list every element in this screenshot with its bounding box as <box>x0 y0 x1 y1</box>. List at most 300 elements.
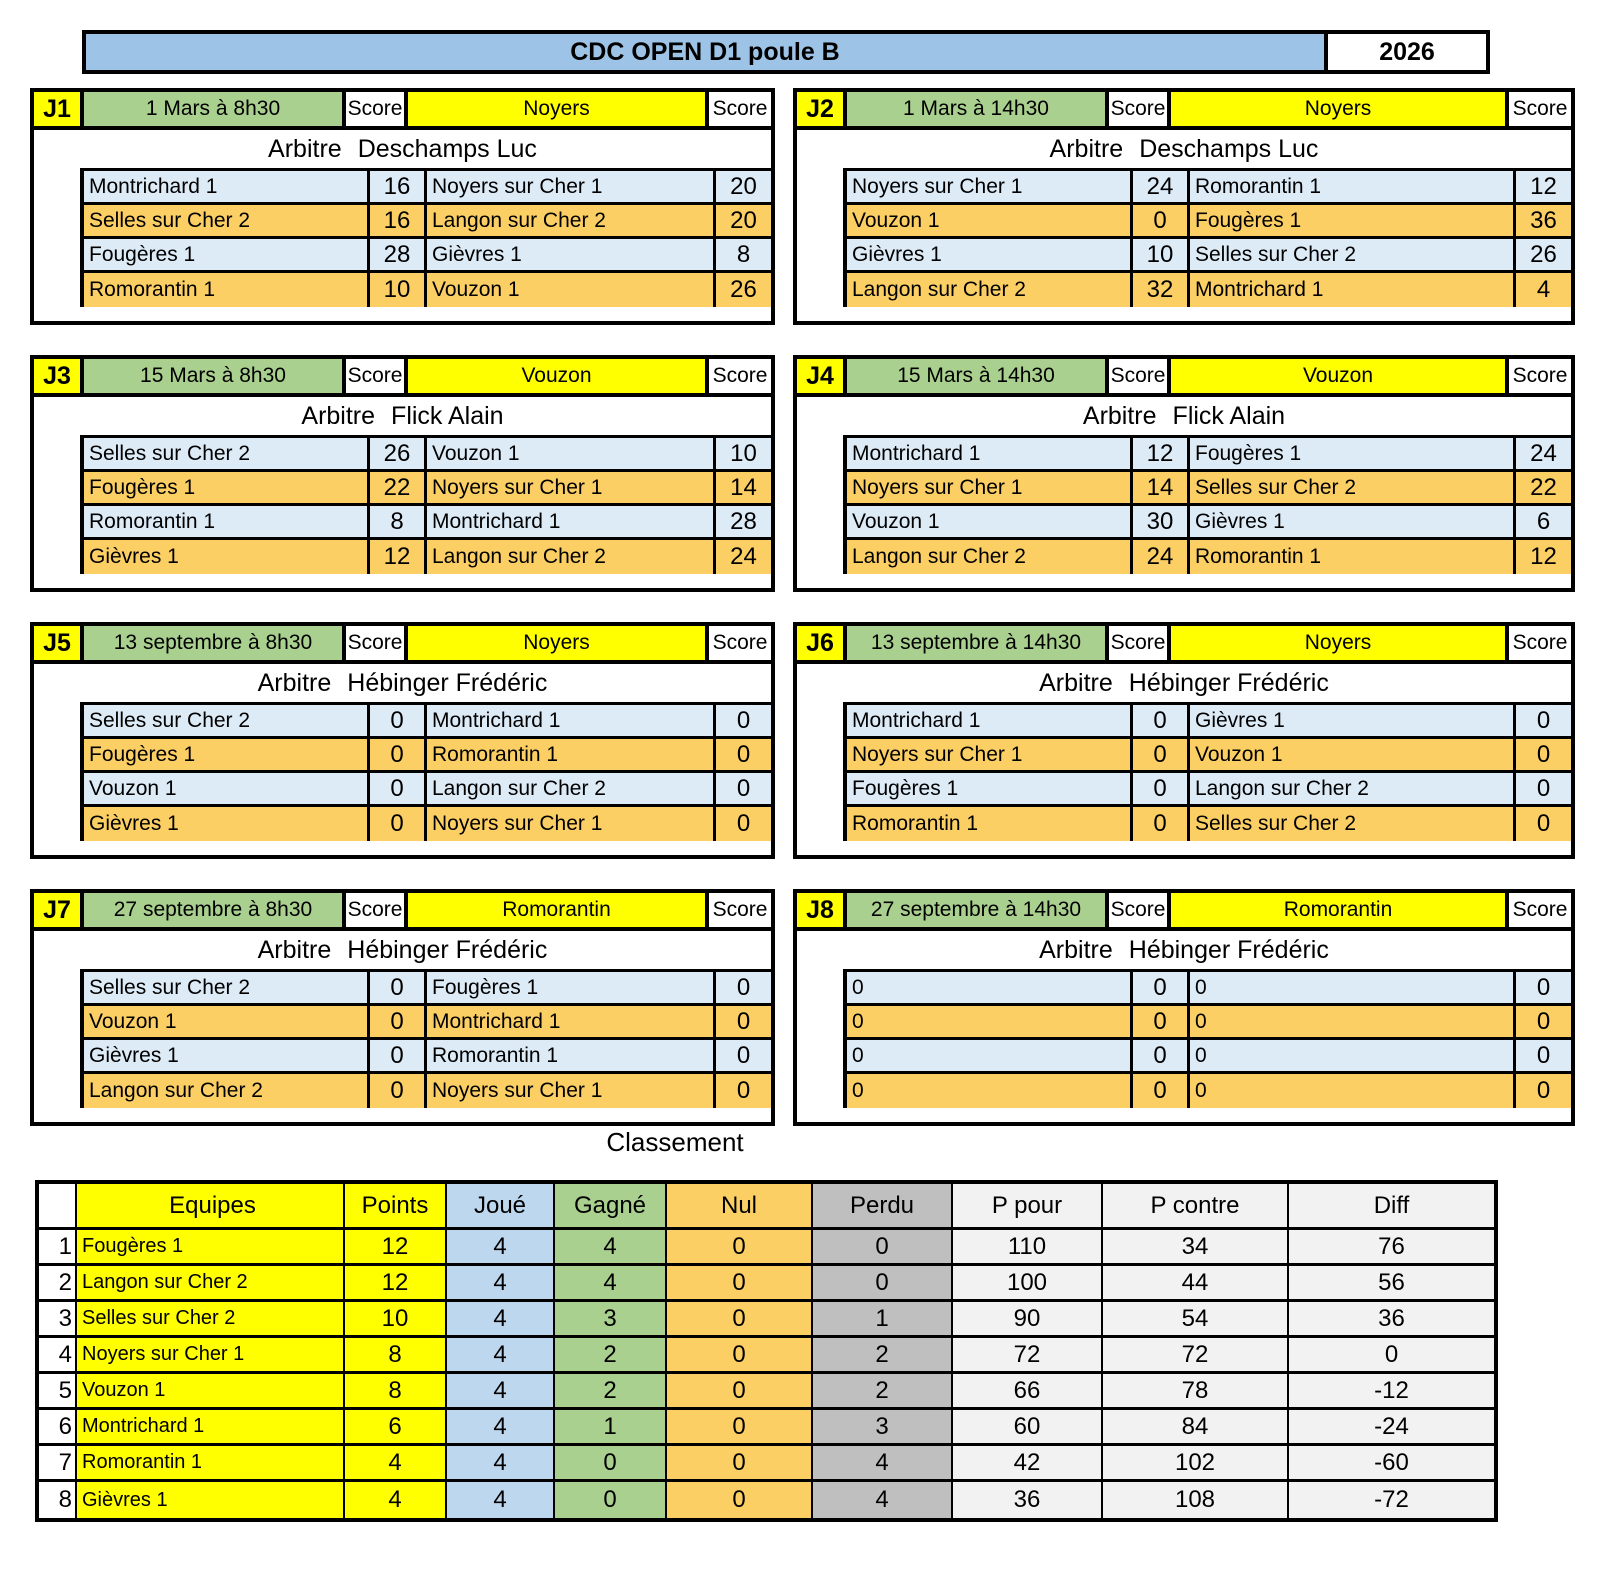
team-diff: -72 <box>1287 1482 1494 1518</box>
score-header-left: Score <box>1109 92 1171 126</box>
journee-venue: Vouzon <box>1171 359 1509 393</box>
team2-name: Noyers sur Cher 1 <box>432 1079 603 1102</box>
team2-score: 0 <box>713 773 771 804</box>
journee-date: 15 Mars à 14h30 <box>847 359 1109 393</box>
team-rank: 5 <box>39 1374 75 1407</box>
arbitre-name: Flick Alain <box>391 401 504 430</box>
team2-name: Fougères 1 <box>1195 208 1302 232</box>
team-nul: 0 <box>665 1302 811 1335</box>
team-p-contre: 34 <box>1101 1230 1287 1263</box>
journee-block <box>793 622 1575 859</box>
team1-name: Fougères 1 <box>89 475 196 499</box>
gagne-column-header: Gagné <box>553 1184 665 1227</box>
team-nul: 0 <box>665 1266 811 1299</box>
team1-name: Gièvres 1 <box>89 812 179 835</box>
arbitre-label: Arbitre <box>268 134 342 163</box>
team-diff: 36 <box>1287 1302 1494 1335</box>
team2-name: Montrichard 1 <box>432 708 561 732</box>
team1-name: Gièvres 1 <box>852 242 942 266</box>
match-row <box>847 773 1571 807</box>
match-row <box>847 1040 1571 1074</box>
team-name: Selles sur Cher 2 <box>75 1302 343 1335</box>
team2-name: Romorantin 1 <box>432 742 559 766</box>
arbitre-row <box>797 397 1571 435</box>
team-diff: 56 <box>1287 1266 1494 1299</box>
team2-name: Vouzon 1 <box>432 441 520 465</box>
journee-venue: Noyers <box>1171 626 1509 660</box>
match-row <box>84 171 771 205</box>
team1-score: 0 <box>1130 807 1190 841</box>
team1-score: 0 <box>367 1040 427 1071</box>
team-perdu: 2 <box>811 1374 951 1407</box>
team-gagne: 3 <box>553 1302 665 1335</box>
team2-name: Gièvres 1 <box>1195 708 1285 732</box>
team2-name: Noyers sur Cher 1 <box>432 174 603 198</box>
team1-score: 16 <box>367 205 427 236</box>
team1-score: 0 <box>367 739 427 770</box>
team1-score: 0 <box>367 807 427 841</box>
match-row <box>84 1040 771 1074</box>
match-row <box>84 540 771 574</box>
arbitre-name: Deschamps Luc <box>357 134 537 163</box>
team1-name: Montrichard 1 <box>852 708 981 732</box>
arbitre-name: Hébinger Frédéric <box>1128 668 1329 697</box>
team-points: 4 <box>343 1446 445 1479</box>
journee-date: 13 septembre à 14h30 <box>847 626 1109 660</box>
team2-name: 0 <box>1195 1043 1207 1067</box>
team-points: 12 <box>343 1266 445 1299</box>
team1-name: Romorantin 1 <box>89 278 216 301</box>
team-name: Langon sur Cher 2 <box>75 1266 343 1299</box>
team2-name: Romorantin 1 <box>1195 174 1322 198</box>
team-perdu: 0 <box>811 1266 951 1299</box>
team-diff: -24 <box>1287 1410 1494 1443</box>
team2-name: Montrichard 1 <box>432 1009 561 1033</box>
team-p-pour: 36 <box>951 1482 1101 1518</box>
team1-score: 0 <box>1130 205 1190 236</box>
journee-venue: Romorantin <box>408 893 709 927</box>
journee-header <box>34 92 771 130</box>
team-points: 8 <box>343 1338 445 1371</box>
team-joue: 4 <box>445 1266 553 1299</box>
match-row <box>84 239 771 273</box>
arbitre-name: Hébinger Frédéric <box>347 668 548 697</box>
team1-name: Gièvres 1 <box>89 545 179 568</box>
arbitre-row <box>34 397 771 435</box>
team2-name: Gièvres 1 <box>1195 509 1285 533</box>
match-row <box>847 739 1571 773</box>
team2-score: 0 <box>1513 1040 1571 1071</box>
team-nul: 0 <box>665 1230 811 1263</box>
team1-score: 0 <box>1130 1074 1190 1108</box>
match-table <box>843 435 1571 574</box>
team-rank: 8 <box>39 1482 75 1518</box>
joue-column-header: Joué <box>445 1184 553 1227</box>
team2-name: 0 <box>1195 975 1207 999</box>
team1-name: Selles sur Cher 2 <box>89 975 251 999</box>
team-points: 12 <box>343 1230 445 1263</box>
team2-name: Noyers sur Cher 1 <box>432 812 603 835</box>
team1-score: 22 <box>367 472 427 503</box>
arbitre-row <box>34 931 771 969</box>
team-perdu: 0 <box>811 1230 951 1263</box>
journee-date: 13 septembre à 8h30 <box>84 626 346 660</box>
match-row <box>847 239 1571 273</box>
team2-score: 12 <box>1513 171 1571 202</box>
team2-score: 0 <box>713 1040 771 1071</box>
team-diff: 0 <box>1287 1338 1494 1371</box>
journee-header <box>34 893 771 931</box>
score-header-left: Score <box>346 626 408 660</box>
team1-score: 0 <box>367 1074 427 1108</box>
team-points: 8 <box>343 1374 445 1407</box>
team1-name: Vouzon 1 <box>89 1009 177 1033</box>
journee-label: J4 <box>797 359 847 393</box>
team1-score: 0 <box>1130 972 1190 1003</box>
team2-name: Gièvres 1 <box>432 242 522 266</box>
team-perdu: 3 <box>811 1410 951 1443</box>
team-nul: 0 <box>665 1410 811 1443</box>
competition-title: CDC OPEN D1 poule B <box>86 34 1324 70</box>
team2-score: 0 <box>1513 773 1571 804</box>
team-p-contre: 102 <box>1101 1446 1287 1479</box>
team-points: 4 <box>343 1482 445 1518</box>
journee-header <box>797 92 1571 130</box>
team-diff: -12 <box>1287 1374 1494 1407</box>
team-diff: 76 <box>1287 1230 1494 1263</box>
team1-name: 0 <box>852 975 864 999</box>
team-joue: 4 <box>445 1482 553 1518</box>
nul-column-header: Nul <box>665 1184 811 1227</box>
match-row <box>84 205 771 239</box>
journee-block <box>30 88 775 325</box>
team1-name: Selles sur Cher 2 <box>89 208 251 232</box>
team2-score: 0 <box>713 1074 771 1108</box>
arbitre-name: Deschamps Luc <box>1139 134 1319 163</box>
team2-name: Langon sur Cher 2 <box>432 208 606 232</box>
classement-header-row <box>39 1184 1494 1230</box>
match-row <box>847 438 1571 472</box>
team2-score: 36 <box>1513 205 1571 236</box>
classement-row <box>39 1374 1494 1410</box>
team-gagne: 2 <box>553 1374 665 1407</box>
team2-score: 24 <box>713 540 771 574</box>
score-header-right: Score <box>709 359 771 393</box>
journee-header <box>34 359 771 397</box>
team2-name: Selles sur Cher 2 <box>1195 812 1357 835</box>
team-perdu: 4 <box>811 1446 951 1479</box>
p-pour-column-header: P pour <box>951 1184 1101 1227</box>
journee-venue: Romorantin <box>1171 893 1509 927</box>
team2-score: 0 <box>1513 1074 1571 1108</box>
team2-score: 20 <box>713 171 771 202</box>
team1-name: Fougères 1 <box>89 242 196 266</box>
team2-name: Langon sur Cher 2 <box>1195 776 1369 800</box>
team-p-contre: 108 <box>1101 1482 1287 1518</box>
team2-name: Romorantin 1 <box>432 1043 559 1067</box>
team1-name: Selles sur Cher 2 <box>89 708 251 732</box>
team1-score: 24 <box>1130 171 1190 202</box>
journee-block <box>793 355 1575 592</box>
team-rank: 7 <box>39 1446 75 1479</box>
team-name: Fougères 1 <box>75 1230 343 1263</box>
team2-name: Selles sur Cher 2 <box>1195 242 1357 266</box>
score-header-left: Score <box>346 893 408 927</box>
team1-name: Fougères 1 <box>89 742 196 766</box>
team1-score: 0 <box>1130 739 1190 770</box>
journee-date: 27 septembre à 14h30 <box>847 893 1109 927</box>
journee-block <box>793 88 1575 325</box>
team-joue: 4 <box>445 1446 553 1479</box>
team1-name: Noyers sur Cher 1 <box>852 742 1023 766</box>
journee-block <box>30 622 775 859</box>
team2-score: 0 <box>1513 807 1571 841</box>
classement-row <box>39 1446 1494 1482</box>
team2-name: Vouzon 1 <box>1195 742 1283 766</box>
journee-label: J3 <box>34 359 84 393</box>
arbitre-name: Hébinger Frédéric <box>347 935 548 964</box>
team-joue: 4 <box>445 1374 553 1407</box>
arbitre-label: Arbitre <box>257 935 332 964</box>
team-nul: 0 <box>665 1338 811 1371</box>
team1-score: 0 <box>1130 705 1190 736</box>
team1-name: Langon sur Cher 2 <box>852 278 1026 301</box>
match-row <box>847 1074 1571 1108</box>
classement-row <box>39 1410 1494 1446</box>
team-rank: 6 <box>39 1410 75 1443</box>
team2-name: Montrichard 1 <box>432 509 561 533</box>
team2-score: 22 <box>1513 472 1571 503</box>
match-table <box>843 168 1571 307</box>
match-row <box>847 1006 1571 1040</box>
match-row <box>84 273 771 307</box>
match-row <box>847 273 1571 307</box>
match-row <box>84 807 771 841</box>
team-p-pour: 90 <box>951 1302 1101 1335</box>
team1-name: 0 <box>852 1043 864 1067</box>
points-column-header: Points <box>343 1184 445 1227</box>
score-header-left: Score <box>1109 893 1171 927</box>
team1-name: Langon sur Cher 2 <box>89 1079 263 1102</box>
arbitre-label: Arbitre <box>1082 401 1157 430</box>
team1-name: 0 <box>852 1009 864 1033</box>
team1-score: 24 <box>1130 540 1190 574</box>
match-row <box>847 506 1571 540</box>
team1-score: 14 <box>1130 472 1190 503</box>
team1-score: 16 <box>367 171 427 202</box>
team1-name: Montrichard 1 <box>89 174 218 198</box>
team-name: Noyers sur Cher 1 <box>75 1338 343 1371</box>
team2-score: 0 <box>1513 1006 1571 1037</box>
match-row <box>84 773 771 807</box>
equipes-column-header: Equipes <box>75 1184 343 1227</box>
journee-venue: Noyers <box>408 92 709 126</box>
team2-score: 4 <box>1513 273 1571 307</box>
match-row <box>847 705 1571 739</box>
score-header-right: Score <box>1509 92 1571 126</box>
arbitre-label: Arbitre <box>1039 668 1113 697</box>
classement-row <box>39 1302 1494 1338</box>
score-header-right: Score <box>1509 359 1571 393</box>
team-diff: -60 <box>1287 1446 1494 1479</box>
team-points: 10 <box>343 1302 445 1335</box>
team-p-pour: 100 <box>951 1266 1101 1299</box>
score-header-right: Score <box>709 92 771 126</box>
journee-block <box>793 889 1575 1126</box>
match-row <box>847 472 1571 506</box>
team2-score: 8 <box>713 239 771 270</box>
arbitre-name: Flick Alain <box>1172 401 1286 430</box>
score-header-left: Score <box>1109 359 1171 393</box>
score-header-right: Score <box>1509 626 1571 660</box>
match-row <box>84 972 771 1006</box>
classement-row <box>39 1482 1494 1518</box>
team1-score: 12 <box>1130 438 1190 469</box>
team2-score: 12 <box>1513 540 1571 574</box>
team2-score: 0 <box>1513 972 1571 1003</box>
team1-score: 0 <box>1130 1040 1190 1071</box>
team2-score: 0 <box>1513 739 1571 770</box>
arbitre-label: Arbitre <box>1039 935 1113 964</box>
team-p-pour: 72 <box>951 1338 1101 1371</box>
team-joue: 4 <box>445 1230 553 1263</box>
classement-row <box>39 1230 1494 1266</box>
arbitre-label: Arbitre <box>301 401 376 430</box>
team-perdu: 4 <box>811 1482 951 1518</box>
team2-name: Langon sur Cher 2 <box>432 776 606 800</box>
team-gagne: 1 <box>553 1410 665 1443</box>
team2-name: 0 <box>1195 1009 1207 1033</box>
diff-column-header: Diff <box>1287 1184 1494 1227</box>
team1-score: 30 <box>1130 506 1190 537</box>
journee-date: 1 Mars à 8h30 <box>84 92 346 126</box>
team-rank: 2 <box>39 1266 75 1299</box>
score-header-right: Score <box>709 893 771 927</box>
team-rank: 4 <box>39 1338 75 1371</box>
classement-table <box>35 1180 1498 1522</box>
team1-score: 0 <box>367 1006 427 1037</box>
competition-banner <box>82 30 1490 74</box>
journee-date: 1 Mars à 14h30 <box>847 92 1109 126</box>
journee-label: J7 <box>34 893 84 927</box>
score-header-left: Score <box>346 359 408 393</box>
journee-header <box>34 626 771 664</box>
team1-name: Noyers sur Cher 1 <box>852 174 1023 198</box>
match-row <box>84 506 771 540</box>
journee-label: J5 <box>34 626 84 660</box>
team2-score: 0 <box>713 1006 771 1037</box>
team1-name: Vouzon 1 <box>852 208 940 232</box>
team1-name: Vouzon 1 <box>89 776 177 800</box>
arbitre-row <box>34 664 771 702</box>
team2-score: 20 <box>713 205 771 236</box>
match-table <box>80 702 771 841</box>
classement-row <box>39 1338 1494 1374</box>
team2-name: Vouzon 1 <box>432 278 520 301</box>
score-header-right: Score <box>1509 893 1571 927</box>
team1-score: 10 <box>367 273 427 307</box>
team-gagne: 4 <box>553 1266 665 1299</box>
season-year: 2026 <box>1324 34 1486 70</box>
team1-score: 0 <box>367 972 427 1003</box>
match-table <box>843 702 1571 841</box>
journee-label: J1 <box>34 92 84 126</box>
team1-score: 26 <box>367 438 427 469</box>
match-row <box>84 705 771 739</box>
team-nul: 0 <box>665 1446 811 1479</box>
team2-score: 6 <box>1513 506 1571 537</box>
arbitre-label: Arbitre <box>1049 134 1124 163</box>
team-p-pour: 42 <box>951 1446 1101 1479</box>
match-row <box>84 472 771 506</box>
match-row <box>847 171 1571 205</box>
team1-name: Romorantin 1 <box>852 812 979 835</box>
team2-name: 0 <box>1195 1079 1207 1102</box>
team-p-contre: 84 <box>1101 1410 1287 1443</box>
match-row <box>847 972 1571 1006</box>
p-contre-column-header: P contre <box>1101 1184 1287 1227</box>
team1-score: 0 <box>1130 1006 1190 1037</box>
team-gagne: 0 <box>553 1482 665 1518</box>
team2-score: 24 <box>1513 438 1571 469</box>
team2-name: Langon sur Cher 2 <box>432 545 606 568</box>
team2-name: Montrichard 1 <box>1195 278 1324 301</box>
arbitre-row <box>797 130 1571 168</box>
match-row <box>84 1074 771 1108</box>
match-row <box>84 438 771 472</box>
team2-score: 28 <box>713 506 771 537</box>
journee-date: 15 Mars à 8h30 <box>84 359 346 393</box>
journee-block <box>30 355 775 592</box>
team1-score: 28 <box>367 239 427 270</box>
team-rank: 1 <box>39 1230 75 1263</box>
arbitre-row <box>797 931 1571 969</box>
team1-score: 0 <box>1130 773 1190 804</box>
team-joue: 4 <box>445 1410 553 1443</box>
team1-name: Vouzon 1 <box>852 509 940 533</box>
match-row <box>847 540 1571 574</box>
journees-grid <box>30 88 1575 1126</box>
team1-name: Selles sur Cher 2 <box>89 441 251 465</box>
team1-name: Fougères 1 <box>852 776 959 800</box>
team2-score: 26 <box>713 273 771 307</box>
team-gagne: 2 <box>553 1338 665 1371</box>
journee-block <box>30 889 775 1126</box>
team2-score: 0 <box>1513 705 1571 736</box>
team-p-contre: 44 <box>1101 1266 1287 1299</box>
team1-score: 10 <box>1130 239 1190 270</box>
journee-header <box>797 893 1571 931</box>
team-p-pour: 66 <box>951 1374 1101 1407</box>
team-points: 6 <box>343 1410 445 1443</box>
team1-name: Langon sur Cher 2 <box>852 545 1026 568</box>
team-joue: 4 <box>445 1338 553 1371</box>
team1-name: 0 <box>852 1079 864 1102</box>
perdu-column-header: Perdu <box>811 1184 951 1227</box>
team2-score: 14 <box>713 472 771 503</box>
arbitre-name: Hébinger Frédéric <box>1128 935 1329 964</box>
team-nul: 0 <box>665 1374 811 1407</box>
team-p-contre: 72 <box>1101 1338 1287 1371</box>
team1-name: Romorantin 1 <box>89 509 216 533</box>
team-gagne: 0 <box>553 1446 665 1479</box>
journee-venue: Noyers <box>1171 92 1509 126</box>
team-p-contre: 78 <box>1101 1374 1287 1407</box>
team-name: Montrichard 1 <box>75 1410 343 1443</box>
team-name: Romorantin 1 <box>75 1446 343 1479</box>
team-name: Vouzon 1 <box>75 1374 343 1407</box>
match-table <box>80 168 771 307</box>
